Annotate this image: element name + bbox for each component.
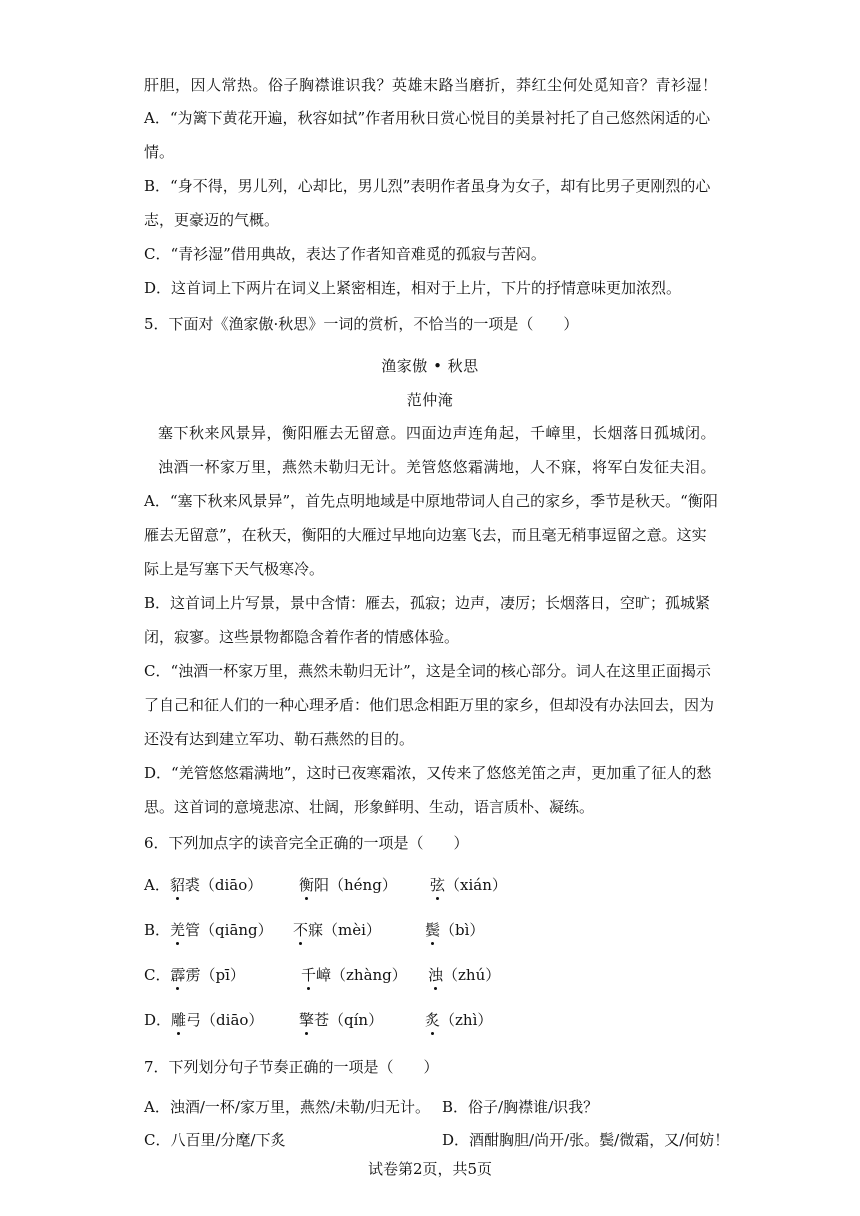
q4-option-a-line2: 情。 — [144, 143, 175, 161]
q5-option-c-line1: C．“浊酒一杯家万里，燕然未勒归无计”，这是全词的核心部分。词人在这里正面揭示 — [144, 662, 711, 680]
q4-option-b-line2: 志，更豪迈的气概。 — [144, 211, 280, 229]
poem-author: 范仲淹 — [406, 391, 454, 409]
q4-option-d: D．这首词上下两片在词义上紧密相连，相对于上片，下片的抒情意味更加浓烈。 — [144, 279, 682, 297]
q5-option-a-line1: A．“塞下秋来风景异”，首先点明地域是中原地带词人自己的家乡，季节是秋天。“衡阳 — [144, 492, 718, 510]
q7-option-c: C．八百里/分麾/下炙 — [144, 1131, 286, 1149]
q7-stem: 7．下列划分句子节奏正确的一项是（ ） — [144, 1058, 439, 1076]
poem-title: 渔家傲 • 秋思 — [381, 357, 479, 375]
q5-option-d-line2: 思。这首词的意境悲凉、壮阔，形象鲜明、生动，语言质朴、凝练。 — [144, 798, 595, 816]
q5-option-a-line2: 雁去无留意”，在秋天，衡阳的大雁过早地向边塞飞去，而且毫无稍事逗留之意。这实 — [144, 526, 707, 544]
page-footer: 试卷第2页，共5页 — [367, 1160, 493, 1178]
q5-option-b-line2: 闭，寂寥。这些景物都隐含着作者的情感体验。 — [144, 628, 460, 646]
q5-option-b-line1: B．这首词上片写景，景中含情：雁去，孤寂；边声，凄厉；长烟落日，空旷；孤城紧 — [144, 594, 711, 612]
q5-option-c-line2: 了自己和征人们的一种心理矛盾：他们思念相距万里的家乡，但却没有办法回去，因为 — [144, 696, 715, 714]
poem-tail-line: 肝胆，因人常热。俗子胸襟谁识我？英雄末路当磨折，莽红尘何处觅知音？青衫湿！ — [144, 76, 718, 94]
poem-line-2: 浊酒一杯家万里，燕然未勒归无计。羌管悠悠霜满地，人不寐，将军白发征夫泪。 — [158, 458, 717, 476]
q4-option-a-line1: A．“为篱下黄花开遍，秋容如拭”作者用秋日赏心悦目的美景衬托了自己悠然闲适的心 — [144, 109, 711, 127]
q4-option-c: C．“青衫湿”借用典故，表达了作者知音难觅的孤寂与苦闷。 — [144, 245, 546, 263]
q5-option-a-line3: 际上是写塞下天气极寒冷。 — [144, 560, 325, 578]
q5-option-d-line1: D．“羌管悠悠霜满地”，这时已夜寒霜浓，又传来了悠悠羌笛之声，更加重了征人的愁 — [144, 764, 712, 782]
q7-option-a: A．浊酒/一杯/家万里，燕然/未勒/归无计。 — [144, 1098, 431, 1116]
poem-line-1: 塞下秋来风景异，衡阳雁去无留意。四面边声连角起，千嶂里，长烟落日孤城闭。 — [158, 424, 717, 442]
q4-option-b-line1: B．“身不得，男儿列，心却比，男儿烈”表明作者虽身为女子，却有比男子更刚烈的心 — [144, 177, 711, 195]
q7-option-d: D．酒酣胸胆/尚开/张。鬓/微霜，又/何妨！ — [442, 1131, 730, 1149]
q6-stem: 6．下列加点字的读音完全正确的一项是（ ） — [144, 834, 469, 852]
q7-option-b: B．俗子/胸襟谁/识我？ — [442, 1098, 599, 1116]
exam-page: 肝胆，因人常热。俗子胸襟谁识我？英雄末路当磨折，莽红尘何处觅知音？青衫湿！ A．“为篱下黄花开遍，秋容如拭”作者用秋日赏心悦目的美景衬托了自己悠然闲适的心 情。 B．“身不得，男儿列，心却比，男儿烈”表明作者虽身为女子，却有比男子更刚烈的心 志，更豪迈的气概。 C．“青衫湿”借用典故，表达了作者知音难觅的孤寂与苦闷。 D．这首词上下两片在词义上紧密相连，相对于上片，下片的抒情意味更加浓烈。 5．下面对《渔家傲·秋思》一词的赏析，不恰当的一项是（ ） 渔家傲 • 秋思 范仲淹 塞下秋来风景异，衡阳雁去无留意。四面边声连角起，千嶂里，长烟落日孤城闭。 浊酒一杯家万里，燕然未勒归无计。羌管悠悠霜满地，人不寐，将军白发征夫泪。 A．“塞下秋来风景异”，首先点明地域是中原地带词人自己的家乡，季节是秋天。“衡阳 雁去无留意”，在秋天，衡阳的大雁过早地向边塞飞去，而且毫无稍事逗留之意。这实 际上是写塞下天气极寒冷。 B．这首词上片写景，景中含情：雁去，孤寂；边声，凄厉；长烟落日，空旷；孤城紧 闭，寂寥。这些景物都隐含着作者的情感体验。 C．“浊酒一杯家万里，燕然未勒归无计”，这是全词的核心部分。词人在这里正面揭示 了自己和征人们的一种心理矛盾：他们思念相距万里的家乡，但却没有办法回去，因为 还没有达到建立军功、勒石燕然的目的。 D．“羌管悠悠霜满地”，这时已夜寒霜浓，又传来了悠悠羌笛之声，更加重了征人的愁 思。这首词的意境悲凉、壮阔，形象鲜明、生动，语言质朴、凝练。 6．下列加点字的读音完全正确的一项是（ ） A．貂裘（diāo） 衡阳（héng） 弦（xián） B．羌管（qiāng） 不寐（mèi） 鬓（bì） C．霹雳（pī） 千嶂（zhàng） 浊（zhú） D．雕弓（diāo） 擎苍（qín） 炙（zhì） 7．下列划分句子节奏正确的一项是（ ） A．浊酒/一杯/家万里，燕然/未勒/归无计。 B．俗子/胸襟谁/识我？ C．八百里/分麾/下炙 D．酒酣胸胆/尚开/张。鬓/微霜，又/何妨！ 试卷第2页，共5页 — [0, 0, 860, 1216]
q5-option-c-line3: 还没有达到建立军功、勒石燕然的目的。 — [144, 730, 415, 748]
q5-stem: 5．下面对《渔家傲·秋思》一词的赏析，不恰当的一项是（ ） — [144, 315, 579, 333]
